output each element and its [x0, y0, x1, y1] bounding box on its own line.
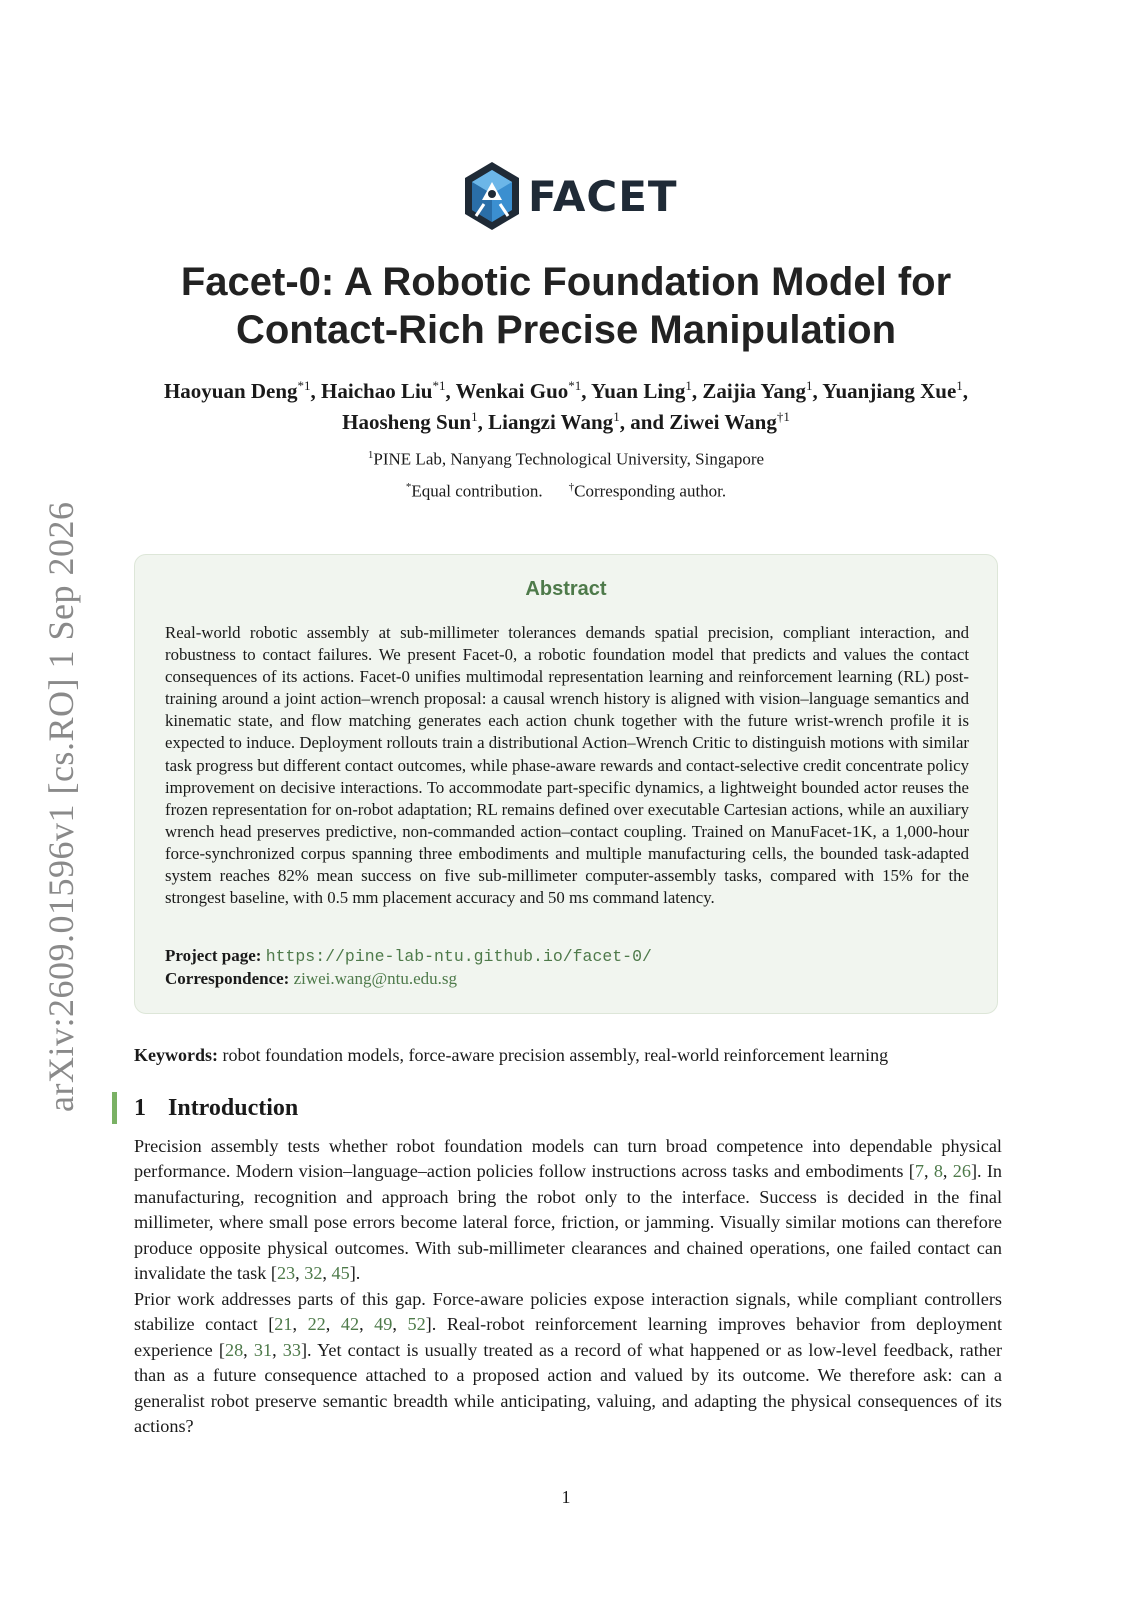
citation-link[interactable]: 26 [952, 1161, 971, 1182]
author-affiliation-mark: *1 [432, 378, 446, 393]
author-name: Wenkai Guo [455, 379, 569, 403]
title-line-1: Facet-0: A Robotic Foundation Model for [180, 260, 952, 304]
author-name: Liangzi Wang [488, 410, 614, 434]
citation-link[interactable]: 33 [282, 1339, 301, 1360]
correspondence-email-link[interactable]: ziwei.wang@ntu.edu.sg [293, 969, 458, 988]
keywords-label: Keywords: [134, 1045, 218, 1065]
citation-link[interactable]: 8 [933, 1161, 943, 1182]
section-title: Introduction [168, 1095, 299, 1121]
author-affiliation-mark: 1 [685, 378, 692, 393]
keywords-text: robot foundation models, force-aware precision assembly, real-world reinforcement learning [222, 1045, 889, 1065]
affiliation-mark: 1 [367, 449, 374, 461]
logo-wordmark: FACET [528, 171, 678, 221]
equal-contribution-note: Equal contribution. [411, 481, 543, 501]
facet-logo [462, 160, 678, 232]
corresponding-author-note: Corresponding author. [574, 481, 727, 501]
citation-link[interactable]: 32 [304, 1263, 323, 1284]
citation-link[interactable]: 52 [407, 1314, 426, 1335]
paragraph-text: , [359, 1314, 375, 1335]
citation-link[interactable]: 21 [274, 1314, 293, 1335]
equal-mark: * [405, 481, 412, 493]
facet-gem-logo-icon [462, 160, 522, 232]
project-page-label: Project page: [165, 946, 262, 965]
arxiv-side-stamp: arXiv:2609.01596v1 [cs.RO] 1 Sep 2026 [41, 501, 81, 1112]
paragraph-text: , [292, 1314, 308, 1335]
author-name: Yuanjiang Xue [822, 379, 957, 403]
citation-link[interactable]: 42 [340, 1314, 360, 1335]
author-notes [120, 476, 1012, 503]
citation-link[interactable]: 31 [253, 1339, 273, 1360]
project-page-line [165, 945, 652, 968]
author-name: Ziwei Wang [669, 410, 777, 434]
section-accent-bar [112, 1092, 117, 1124]
author-affiliation-mark: *1 [297, 378, 311, 393]
citation-link[interactable]: 49 [374, 1314, 393, 1335]
introduction-paragraph-2 [134, 1287, 1002, 1439]
paragraph-text: ]. In manufacturing, recognition and approach bring the robot only to the interface. Success is decided in the final millimeter, where small pose errors become lateral force, friction, or jamming. Visually similar motions can therefore produce opposite physical outcomes. With sub-millimeter clearances and chained operations, one failed contact can invalidate the task [ [134, 1161, 1003, 1284]
paragraph-text: , [322, 1263, 332, 1284]
author-name: Haoyuan Deng [163, 379, 298, 403]
abstract-text: Real-world robotic assembly at sub-millimeter tolerances demands spatial precision, compliant interaction, and robustness to contact failures. We present Facet-0, a robotic foundation model that predicts and values the contact consequences of its actions. Facet-0 unifies multimodal representation learning and reinforcement learning (RL) post-training around a joint action–wrench proposal: a causal wrench history is aligned with vision–language semantics and kinematic state, and flow matching generates each action chunk together with the future wrist-wrench profile it is expected to induce. Deployment rollouts train a distributional Action–Wrench Critic to distinguish motions with similar task progress but different contact outcomes, while phase-aware rewards and contact-selective credit concentrate policy improvement on decisive interactions. To accommodate part-specific dynamics, a lightweight bounded actor reuses the frozen representation for on-robot adaptation; RL remains defined over executable Cartesian actions, while an auxiliary wrench head preserves predictive, non-commanded action–contact coupling. Trained on ManuFacet-1K, a 1,000-hour force-synchronized corpus spanning three embodiments and multiple manufacturing cells, the bounded task-adapted system reaches 82% mean success on five sub-millimeter computer-assembly tasks, compared with 15% for the strongest baseline, with 0.5 mm placement accuracy and 50 ms command latency. [165, 623, 969, 908]
author-name: Yuan Ling [590, 379, 686, 403]
paragraph-text: , [243, 1339, 254, 1360]
section-number: 1 [134, 1095, 146, 1121]
paragraph-text: , [942, 1161, 953, 1182]
author-name: Haosheng Sun [342, 410, 472, 434]
paragraph-text: , [295, 1263, 305, 1284]
affiliation [120, 444, 1012, 471]
introduction-paragraph-1 [134, 1134, 1002, 1286]
paragraph-text: , [272, 1339, 283, 1360]
paragraph-text: Prior work addresses parts of this gap. Force-aware policies expose interaction signals, while compliant controllers stabilize contact [ [134, 1289, 1002, 1335]
page-number: 1 [561, 1487, 571, 1507]
affiliation-text: PINE Lab, Nanyang Technological University, Singapore [373, 449, 765, 469]
abstract-heading: Abstract [525, 578, 607, 600]
paragraph-text: , [392, 1314, 408, 1335]
citation-link[interactable]: 45 [331, 1263, 350, 1284]
author-name: Zaijia Yang [702, 379, 807, 403]
paragraph-text: ]. Real-robot reinforcement learning improves behavior from deployment experience [ [134, 1314, 1003, 1360]
author-affiliation-mark: 1 [956, 378, 963, 393]
paragraph-text: Precision assembly tests whether robot foundation models can turn broad competence into dependable physical performance. Modern vision–language–action policies follow instructions across tasks and embodiments [ [134, 1136, 1002, 1182]
citation-link[interactable]: 7 [914, 1161, 924, 1182]
paragraph-text: ]. [349, 1263, 361, 1284]
citation-link[interactable]: 28 [224, 1339, 244, 1360]
title-line-2: Contact-Rich Precise Manipulation [235, 308, 897, 352]
author-name: Haichao Liu [321, 379, 433, 403]
author-affiliation-mark: *1 [568, 378, 582, 393]
author-list: Haoyuan Deng$^{*1}$, Haichao Liu$^{*1}$, Wenkai Guo$^{*1}$, Yuan Ling$^1$, Zaijia Yang$^1$, Yuanjiang Xue$^1$, Haosheng Sun$^1$, Liangzi Wang$^1$, and Ziwei Wang$^{\dagger 1}$ [163, 378, 969, 434]
author-affiliation-mark: 1 [471, 409, 478, 424]
citation-link[interactable]: 22 [307, 1314, 326, 1335]
paragraph-text: , [923, 1161, 934, 1182]
corr-mark: † [568, 481, 575, 493]
author-affiliation-mark: 1 [613, 409, 620, 424]
author-affiliation-mark: 1 [806, 378, 813, 393]
project-page-link[interactable]: https://pine-lab-ntu.github.io/facet-0/ [265, 947, 652, 966]
author-affiliation-mark: †1 [776, 409, 790, 424]
paragraph-text: ]. Yet contact is usually treated as a record of what happened or as low-level feedback, rather than as a future consequence attached to a proposed action and valued by its outcome. We therefore ask: can a generalist robot preserve semantic breadth while anticipating, valuing, and adapting the physical consequences of its actions? [134, 1339, 1003, 1437]
correspondence-label: Correspondence: [165, 969, 290, 988]
paragraph-text: , [325, 1314, 341, 1335]
correspondence-line [165, 968, 457, 990]
section-heading [134, 1092, 298, 1124]
keywords-line [134, 1043, 1004, 1067]
paper-title [80, 258, 1052, 354]
citation-link[interactable]: 23 [276, 1263, 296, 1284]
